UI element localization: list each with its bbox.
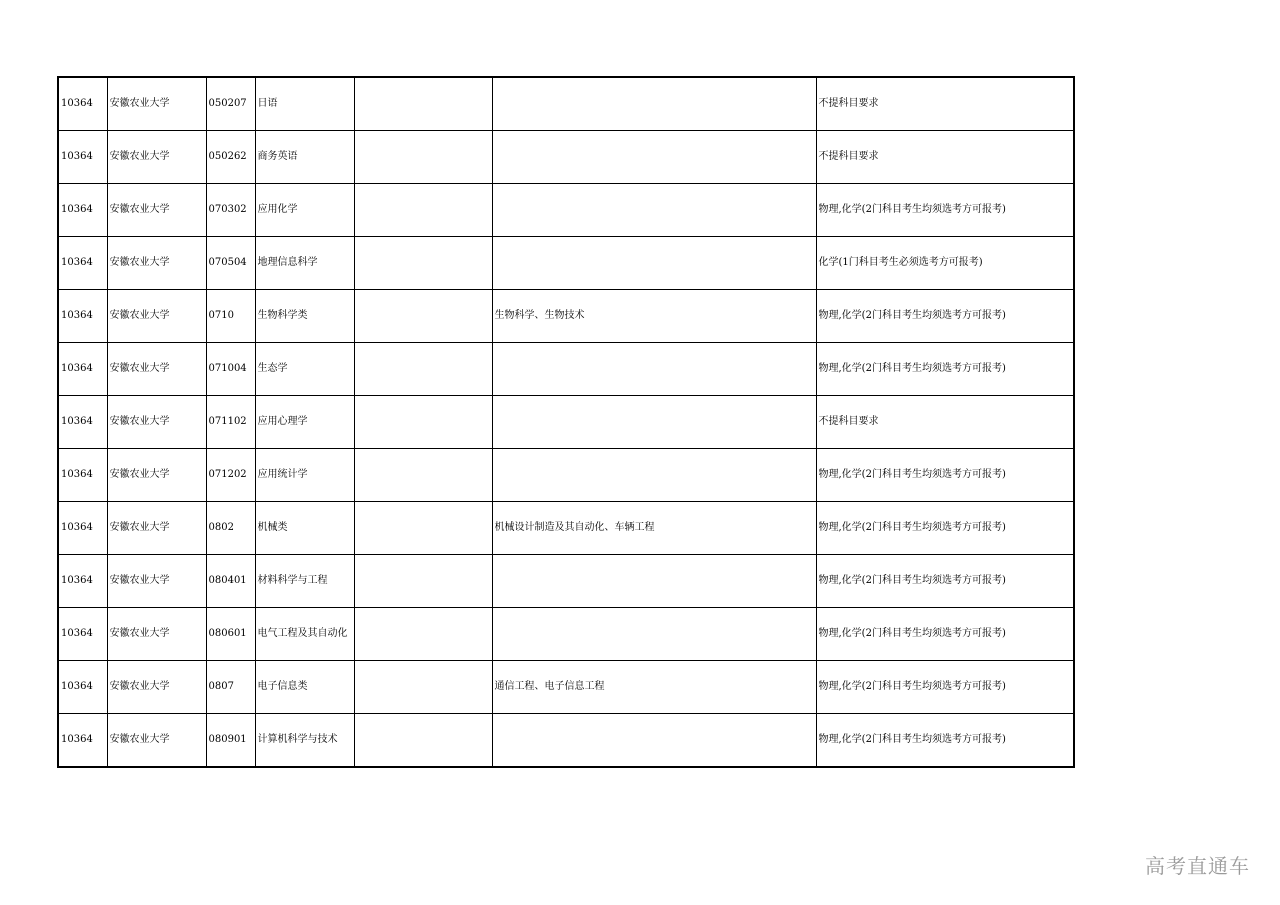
school-code-cell: 10364 <box>58 184 107 237</box>
blank-cell <box>354 184 492 237</box>
included-majors-cell <box>492 184 816 237</box>
table-row <box>58 131 1074 184</box>
major-code-cell: 080401 <box>206 555 255 608</box>
major-code-cell: 080901 <box>206 714 255 768</box>
major-name-cell: 应用化学 <box>255 184 354 237</box>
blank-cell <box>354 714 492 768</box>
school-code-cell: 10364 <box>58 131 107 184</box>
table-row <box>58 184 1074 237</box>
table-row <box>58 661 1074 714</box>
included-majors-cell <box>492 608 816 661</box>
included-majors-cell <box>492 449 816 502</box>
subject-requirement-cell: 物理,化学(2门科目考生均须选考方可报考) <box>816 502 1074 555</box>
blank-cell <box>354 237 492 290</box>
blank-cell <box>354 502 492 555</box>
major-requirements-table <box>57 76 1075 768</box>
blank-cell <box>354 396 492 449</box>
major-code-cell: 071102 <box>206 396 255 449</box>
school-name-cell: 安徽农业大学 <box>107 714 206 768</box>
subject-requirement-cell: 物理,化学(2门科目考生均须选考方可报考) <box>816 661 1074 714</box>
school-name-cell: 安徽农业大学 <box>107 608 206 661</box>
major-code-cell: 050262 <box>206 131 255 184</box>
major-code-cell: 0710 <box>206 290 255 343</box>
included-majors-cell: 通信工程、电子信息工程 <box>492 661 816 714</box>
table-row <box>58 714 1074 768</box>
major-code-cell: 071202 <box>206 449 255 502</box>
table-row <box>58 396 1074 449</box>
school-name-cell: 安徽农业大学 <box>107 661 206 714</box>
school-code-cell: 10364 <box>58 555 107 608</box>
major-name-cell: 应用统计学 <box>255 449 354 502</box>
table-body <box>58 77 1074 767</box>
included-majors-cell <box>492 131 816 184</box>
blank-cell <box>354 290 492 343</box>
major-name-cell: 商务英语 <box>255 131 354 184</box>
included-majors-cell: 机械设计制造及其自动化、车辆工程 <box>492 502 816 555</box>
table-row <box>58 449 1074 502</box>
included-majors-cell <box>492 237 816 290</box>
school-code-cell: 10364 <box>58 290 107 343</box>
included-majors-cell: 生物科学、生物技术 <box>492 290 816 343</box>
major-name-cell: 机械类 <box>255 502 354 555</box>
major-code-cell: 070302 <box>206 184 255 237</box>
school-name-cell: 安徽农业大学 <box>107 77 206 131</box>
included-majors-cell <box>492 77 816 131</box>
blank-cell <box>354 449 492 502</box>
included-majors-cell <box>492 555 816 608</box>
subject-requirement-cell: 物理,化学(2门科目考生均须选考方可报考) <box>816 184 1074 237</box>
school-code-cell: 10364 <box>58 77 107 131</box>
major-code-cell: 050207 <box>206 77 255 131</box>
school-code-cell: 10364 <box>58 396 107 449</box>
table-row <box>58 237 1074 290</box>
included-majors-cell <box>492 714 816 768</box>
school-name-cell: 安徽农业大学 <box>107 343 206 396</box>
table-row <box>58 555 1074 608</box>
school-code-cell: 10364 <box>58 343 107 396</box>
school-name-cell: 安徽农业大学 <box>107 555 206 608</box>
blank-cell <box>354 608 492 661</box>
school-name-cell: 安徽农业大学 <box>107 502 206 555</box>
subject-requirement-cell: 不提科目要求 <box>816 131 1074 184</box>
school-code-cell: 10364 <box>58 714 107 768</box>
blank-cell <box>354 661 492 714</box>
major-code-cell: 0802 <box>206 502 255 555</box>
subject-requirement-cell: 物理,化学(2门科目考生均须选考方可报考) <box>816 290 1074 343</box>
subject-requirement-cell: 物理,化学(2门科目考生均须选考方可报考) <box>816 608 1074 661</box>
subject-requirement-cell: 不提科目要求 <box>816 77 1074 131</box>
major-name-cell: 地理信息科学 <box>255 237 354 290</box>
major-name-cell: 材料科学与工程 <box>255 555 354 608</box>
school-name-cell: 安徽农业大学 <box>107 184 206 237</box>
subject-requirement-cell: 不提科目要求 <box>816 396 1074 449</box>
subject-requirement-cell: 物理,化学(2门科目考生均须选考方可报考) <box>816 449 1074 502</box>
table-row <box>58 608 1074 661</box>
major-name-cell: 生物科学类 <box>255 290 354 343</box>
major-name-cell: 计算机科学与技术 <box>255 714 354 768</box>
subject-requirement-cell: 物理,化学(2门科目考生均须选考方可报考) <box>816 555 1074 608</box>
school-name-cell: 安徽农业大学 <box>107 237 206 290</box>
school-code-cell: 10364 <box>58 661 107 714</box>
included-majors-cell <box>492 343 816 396</box>
major-name-cell: 生态学 <box>255 343 354 396</box>
school-name-cell: 安徽农业大学 <box>107 131 206 184</box>
school-code-cell: 10364 <box>58 449 107 502</box>
major-name-cell: 应用心理学 <box>255 396 354 449</box>
table-row <box>58 77 1074 131</box>
school-code-cell: 10364 <box>58 237 107 290</box>
major-code-cell: 070504 <box>206 237 255 290</box>
school-code-cell: 10364 <box>58 608 107 661</box>
major-code-cell: 0807 <box>206 661 255 714</box>
table-row <box>58 502 1074 555</box>
subject-requirement-cell: 化学(1门科目考生必须选考方可报考) <box>816 237 1074 290</box>
major-name-cell: 日语 <box>255 77 354 131</box>
table-row <box>58 290 1074 343</box>
subject-requirement-cell: 物理,化学(2门科目考生均须选考方可报考) <box>816 343 1074 396</box>
blank-cell <box>354 343 492 396</box>
blank-cell <box>354 131 492 184</box>
school-name-cell: 安徽农业大学 <box>107 290 206 343</box>
major-name-cell: 电气工程及其自动化 <box>255 608 354 661</box>
major-code-cell: 071004 <box>206 343 255 396</box>
school-name-cell: 安徽农业大学 <box>107 396 206 449</box>
subject-requirement-cell: 物理,化学(2门科目考生均须选考方可报考) <box>816 714 1074 768</box>
major-code-cell: 080601 <box>206 608 255 661</box>
watermark-text: 高考直通车 <box>1145 854 1250 878</box>
blank-cell <box>354 77 492 131</box>
table-row <box>58 343 1074 396</box>
blank-cell <box>354 555 492 608</box>
included-majors-cell <box>492 396 816 449</box>
major-name-cell: 电子信息类 <box>255 661 354 714</box>
school-code-cell: 10364 <box>58 502 107 555</box>
school-name-cell: 安徽农业大学 <box>107 449 206 502</box>
